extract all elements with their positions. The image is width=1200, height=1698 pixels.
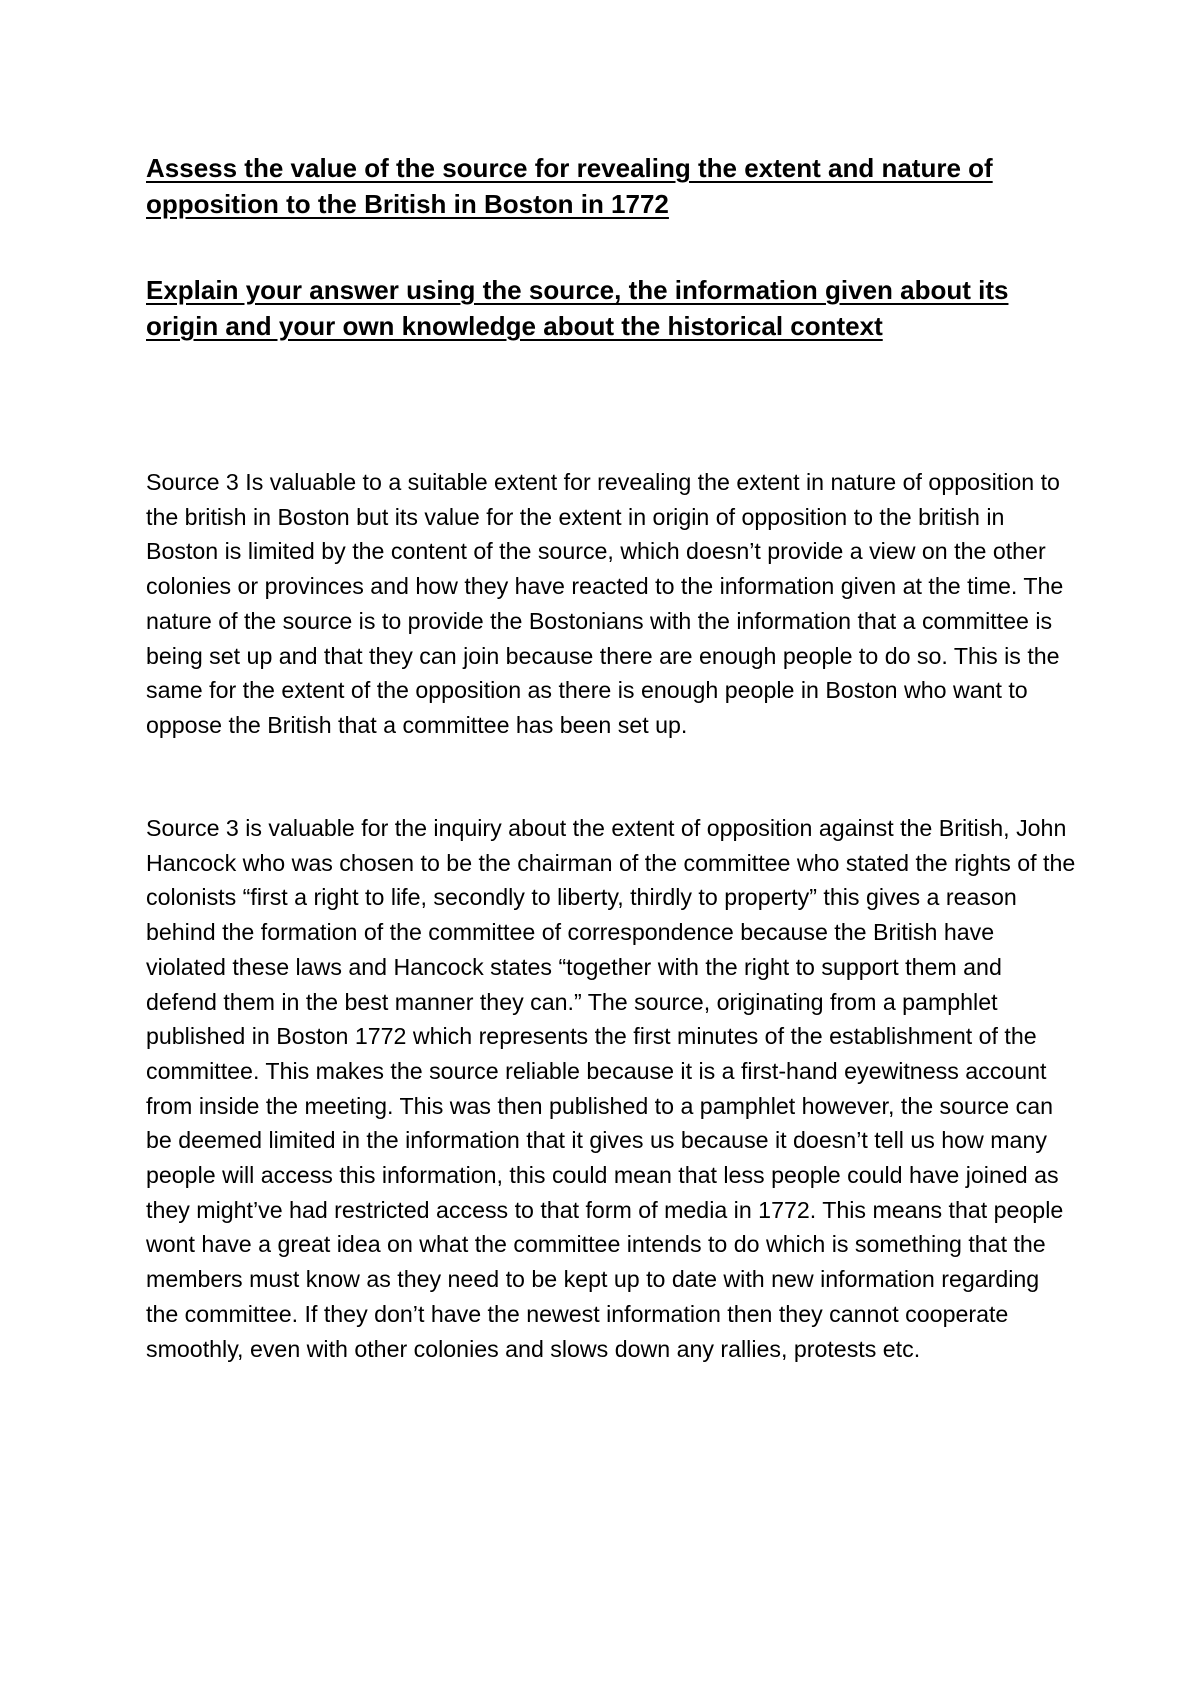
body-paragraph-2: Source 3 is valuable for the inquiry about the extent of opposition against the British, John Hancock who was chosen to be the chairman of the committee who stated the rights of the colonists “first a right to life, secondly to liberty, thirdly to property” this gives a reason behind the formation of the committee of correspondence because the British have violated these laws and Hancock states “together with the right to support them and defend them in the best manner they can.” The source, originating from a pamphlet published in Boston 1772 which represents the first minutes of the establishment of the committee. This makes the source reliable because it is a first-hand eyewitness account from inside the meeting. This was then published to a pamphlet however, the source can be deemed limited in the information that it gives us because it doesn’t tell us how many people will access this information, this could mean that less people could have joined as they might’ve had restricted access to that form of media in 1772. This means that people wont have a great idea on what the committee intends to do which is something that the members must know as they need to be kept up to date with new information regarding the committee. If they don’t have the newest information then they cannot cooperate smoothly, even with other colonies and slows down any rallies, protests etc. bbox=[146, 815, 1076, 1362]
essay-question-heading: Assess the value of the source for revealing the extent and nature of opposition to the British in Boston in 1772 bbox=[146, 153, 993, 219]
body-paragraph-1: Source 3 Is valuable to a suitable extent for revealing the extent in nature of opposition to the british in Boston but its value for the extent in origin of opposition to the british in Boston is limited by the content of the source, which doesn’t provide a view on the other colonies or provinces and how they have reacted to the information given at the time. The nature of the source is to provide the Bostonians with the information that a committee is being set up and that they can join because there are enough people to do so. This is the same for the extent of the opposition as there is enough people in Boston who want to oppose the British that a committee has been set up. bbox=[146, 469, 1064, 738]
essay-instruction-heading: Explain your answer using the source, the information given about its origin and your own knowledge about the historical context bbox=[146, 275, 1009, 341]
